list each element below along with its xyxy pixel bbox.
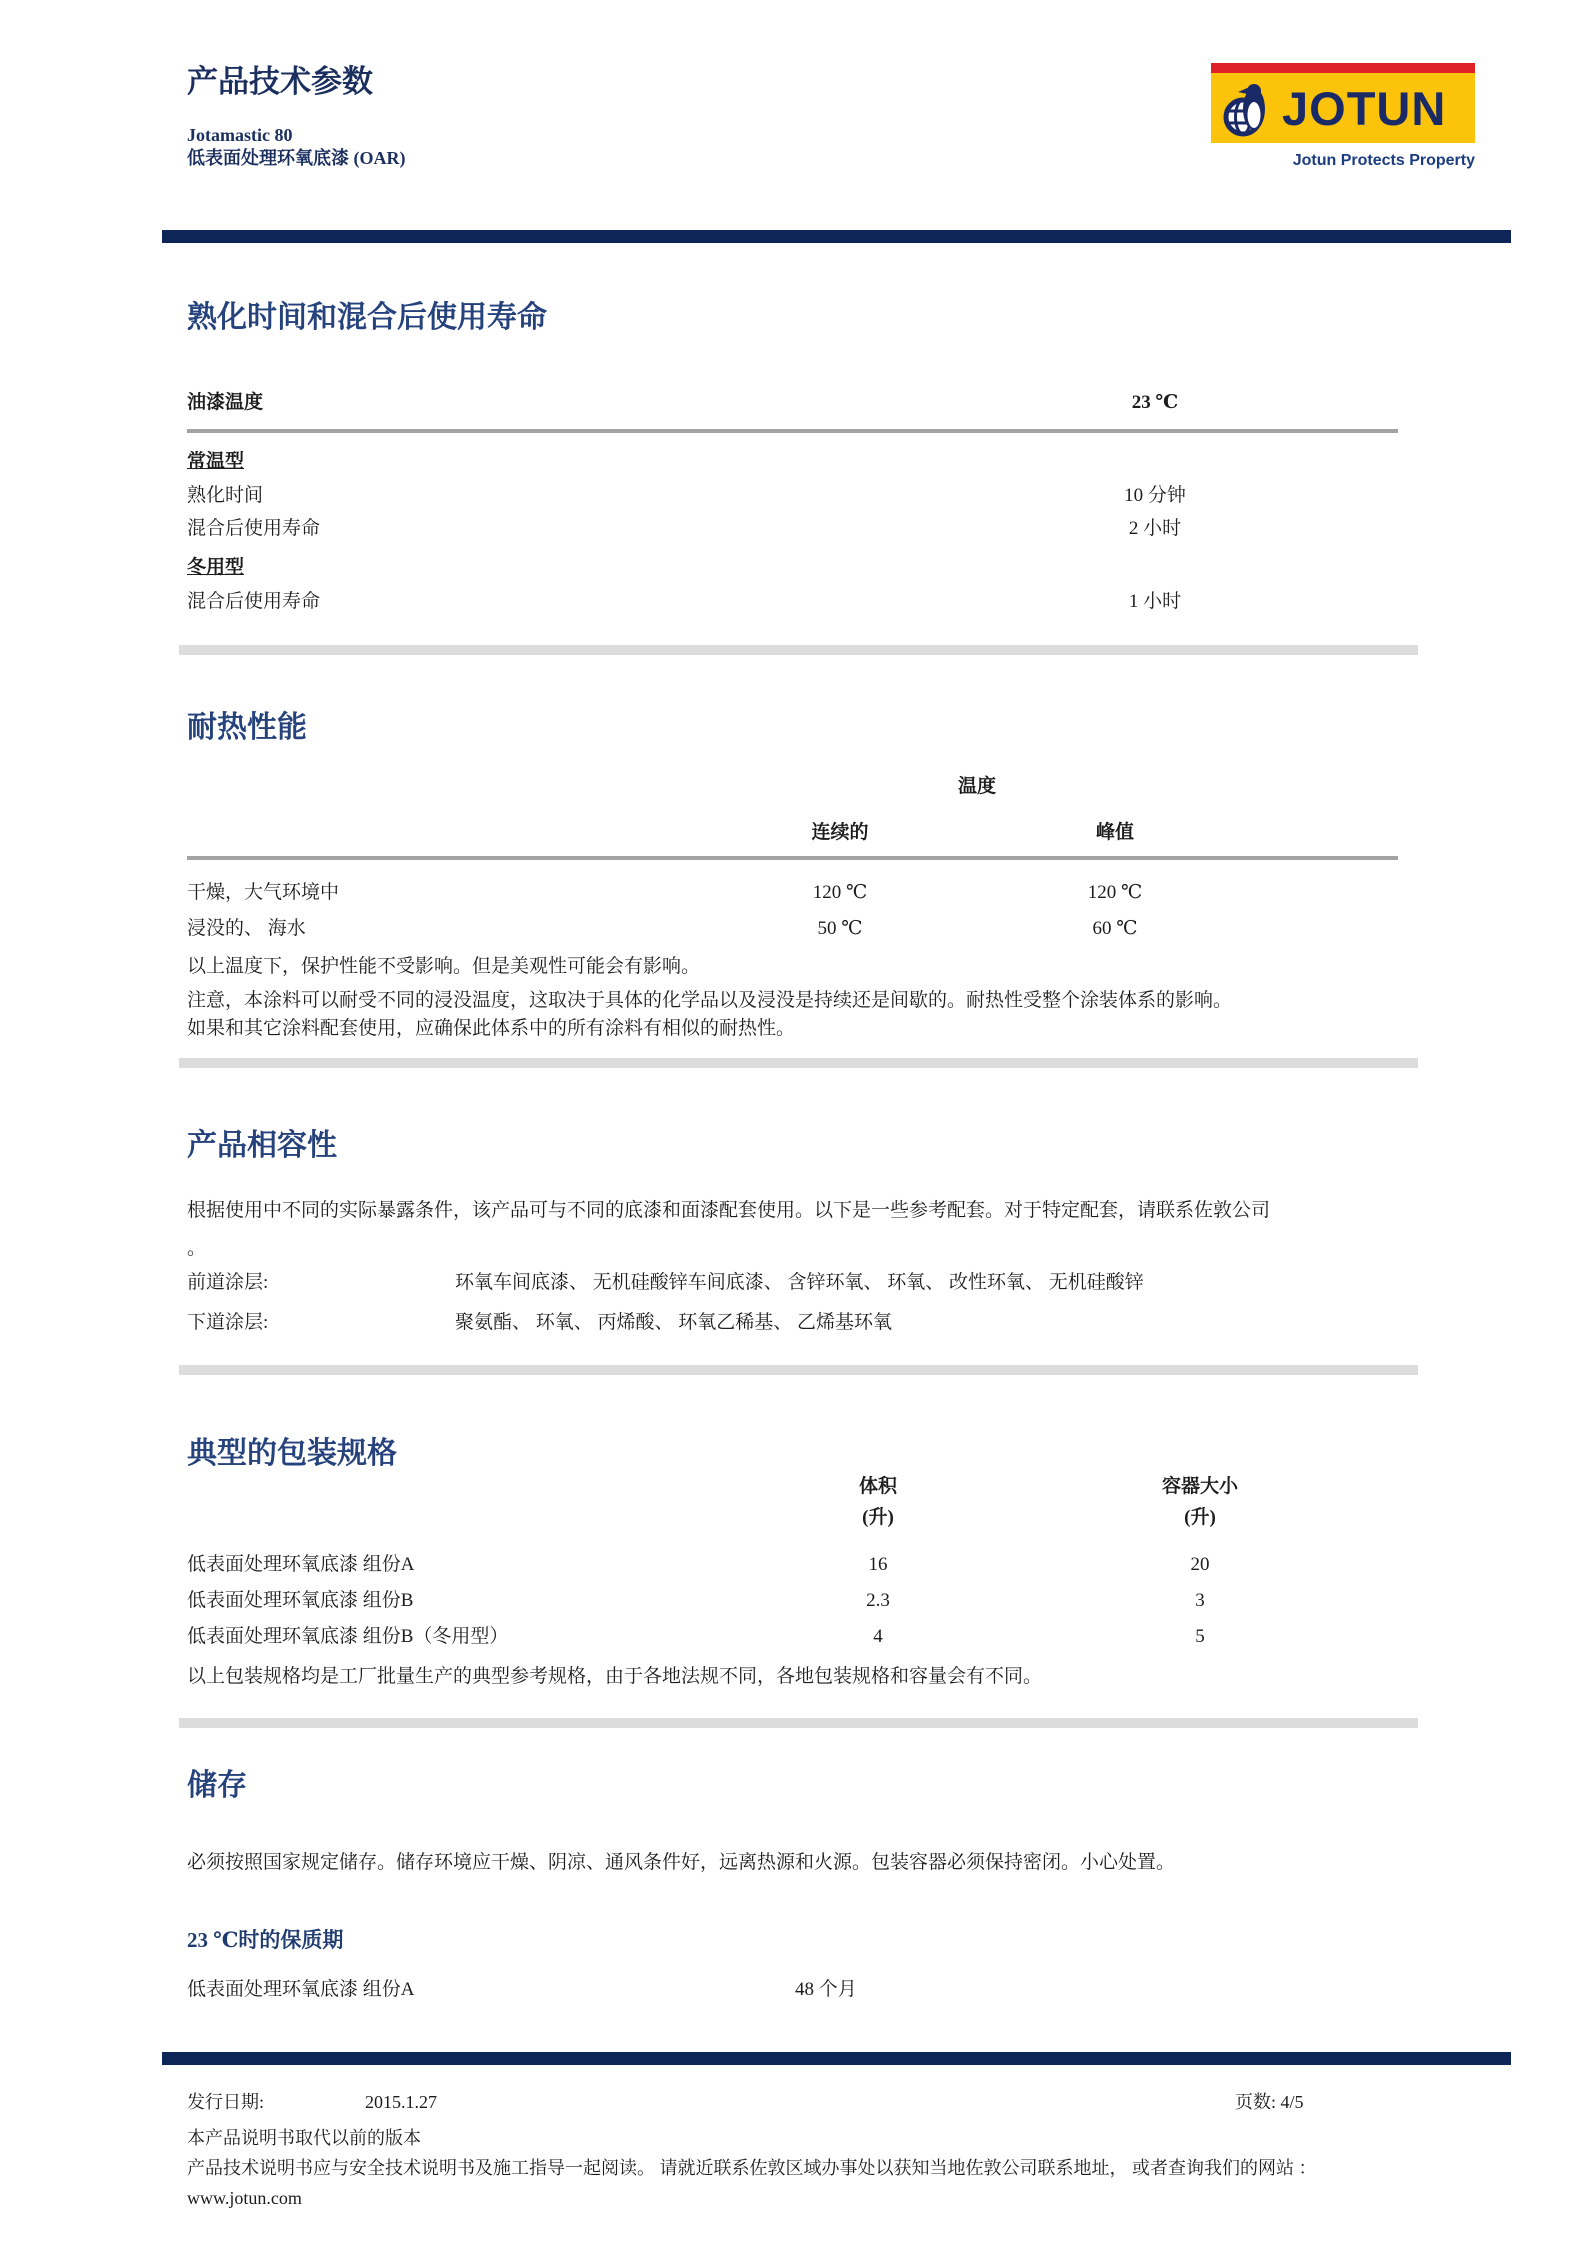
section-divider bbox=[179, 645, 1418, 655]
table-row-label: 干燥，大气环境中 bbox=[187, 882, 340, 903]
section-title-storage: 储存 bbox=[187, 1769, 247, 1802]
table-row-value: 3 bbox=[1195, 1590, 1205, 1611]
table-row-value: 120 ℃ bbox=[812, 882, 868, 903]
curing-group-normal: 常温型 bbox=[187, 451, 245, 472]
section-title-packaging: 典型的包装规格 bbox=[187, 1437, 397, 1470]
logo-red-bar bbox=[1211, 63, 1475, 73]
table-row-label: 熟化时间 bbox=[187, 485, 264, 506]
packaging-col-container-unit: (升) bbox=[1184, 1507, 1216, 1528]
table-rule bbox=[187, 856, 1398, 860]
table-row-value: 50 ℃ bbox=[817, 918, 863, 939]
coat-row-value: 聚氨酯、 环氧、 丙烯酸、 环氧乙稀基、 乙烯基环氧 bbox=[455, 1312, 893, 1333]
coat-row-label: 下道涂层: bbox=[187, 1312, 269, 1333]
coat-row-value: 环氧车间底漆、 无机硅酸锌车间底漆、 含锌环氧、 环氧、 改性环氧、 无机硅酸锌 bbox=[455, 1272, 1144, 1293]
packaging-col-container: 容器大小 bbox=[1161, 1476, 1238, 1497]
heat-note: 如果和其它涂料配套使用，应确保此体系中的所有涂料有相似的耐热性。 bbox=[187, 1018, 796, 1039]
jotun-penguin-globe-icon bbox=[1221, 79, 1275, 137]
logo-brand-text: JOTUN bbox=[1282, 81, 1447, 135]
packaging-note: 以上包装规格均是工厂批量生产的典型参考规格，由于各地法规不同，各地包装规格和容量会有不同。 bbox=[187, 1666, 1043, 1687]
coat-row-label: 前道涂层: bbox=[187, 1272, 269, 1293]
table-row-value: 2 小时 bbox=[1128, 518, 1182, 539]
section-divider bbox=[179, 1365, 1418, 1375]
page-number: 页数: 4/5 bbox=[1235, 2092, 1304, 2112]
logo-tagline: Jotun Protects Property bbox=[1292, 152, 1475, 169]
jotun-logo bbox=[1211, 63, 1475, 170]
table-row-value: 1 小时 bbox=[1128, 591, 1182, 612]
table-row-label: 混合后使用寿命 bbox=[187, 591, 321, 612]
section-divider bbox=[179, 1058, 1418, 1068]
table-row-value: 2.3 bbox=[866, 1590, 890, 1611]
section-divider bbox=[179, 1718, 1418, 1728]
heat-note: 注意，本涂料可以耐受不同的浸没温度，这取决于具体的化学品以及浸没是持续还是间歇的。耐热性受整个涂装体系的影响。 bbox=[187, 990, 1233, 1011]
table-row-value: 4 bbox=[873, 1626, 883, 1647]
storage-text: 必须按照国家规定储存。储存环境应干燥、阴凉、通风条件好，远离热源和火源。包装容器必须保持密闭。小心处置。 bbox=[187, 1852, 1176, 1873]
table-rule bbox=[187, 429, 1398, 433]
compatibility-intro: 。 bbox=[187, 1238, 207, 1259]
curing-group-winter: 冬用型 bbox=[187, 557, 245, 578]
shelf-life-heading: 23 ℃时的保质期 bbox=[187, 1928, 344, 1952]
table-row-label: 混合后使用寿命 bbox=[187, 518, 321, 539]
table-row-label: 低表面处理环氧底漆 组份B bbox=[187, 1590, 414, 1611]
table-row-value: 120 ℃ bbox=[1087, 882, 1143, 903]
table-row-label: 低表面处理环氧底漆 组份B（冬用型） bbox=[187, 1626, 509, 1647]
curing-header-label: 油漆温度 bbox=[187, 392, 264, 413]
table-row-value: 5 bbox=[1195, 1626, 1205, 1647]
product-subtitle: 低表面处理环氧底漆 (OAR) bbox=[187, 148, 406, 168]
packaging-col-volume: 体积 bbox=[858, 1476, 897, 1497]
page-title: 产品技术参数 bbox=[187, 64, 373, 99]
table-row-label: 低表面处理环氧底漆 组份A bbox=[187, 1554, 415, 1575]
logo-yellow-panel bbox=[1211, 73, 1475, 143]
table-row-value: 16 bbox=[868, 1554, 888, 1575]
heat-temp-header: 温度 bbox=[957, 776, 996, 797]
heat-col-continuous: 连续的 bbox=[811, 822, 869, 843]
section-title-curing: 熟化时间和混合后使用寿命 bbox=[187, 301, 547, 334]
table-row-label: 浸没的、 海水 bbox=[187, 918, 306, 939]
packaging-col-volume-unit: (升) bbox=[862, 1507, 894, 1528]
table-row-value: 60 ℃ bbox=[1092, 918, 1138, 939]
issue-date-value: 2015.1.27 bbox=[365, 2092, 437, 2112]
header-rule bbox=[162, 230, 1511, 243]
section-title-heat: 耐热性能 bbox=[187, 711, 307, 744]
heat-col-peak: 峰值 bbox=[1095, 822, 1134, 843]
heat-note: 以上温度下，保护性能不受影响。但是美观性可能会有影响。 bbox=[187, 956, 701, 977]
issue-date-label: 发行日期: bbox=[187, 2092, 265, 2112]
table-row-value: 10 分钟 bbox=[1124, 485, 1186, 506]
section-title-compatibility: 产品相容性 bbox=[187, 1129, 337, 1162]
footer-rule bbox=[162, 2052, 1511, 2065]
curing-header-value: 23 ℃ bbox=[1131, 392, 1179, 413]
table-row-value: 20 bbox=[1190, 1554, 1210, 1575]
product-name: Jotamastic 80 bbox=[187, 125, 293, 145]
footer-note-read-with: 产品技术说明书应与安全技术说明书及施工指导一起阅读。 请就近联系佐敦区域办事处以获知当地佐敦公司联系地址， 或者查询我们的网站 ： bbox=[187, 2158, 1317, 2178]
table-row-label: 低表面处理环氧底漆 组份A bbox=[187, 1979, 415, 2000]
website-link[interactable]: www.jotun.com bbox=[187, 2188, 302, 2208]
compatibility-intro: 根据使用中不同的实际暴露条件，该产品可与不同的底漆和面漆配套使用。以下是一些参考配套。对于特定配套，请联系佐敦公司 bbox=[187, 1200, 1271, 1221]
table-row-value: 48 个月 bbox=[795, 1979, 857, 2000]
footer-note-supersedes: 本产品说明书取代以前的版本 bbox=[187, 2128, 421, 2148]
